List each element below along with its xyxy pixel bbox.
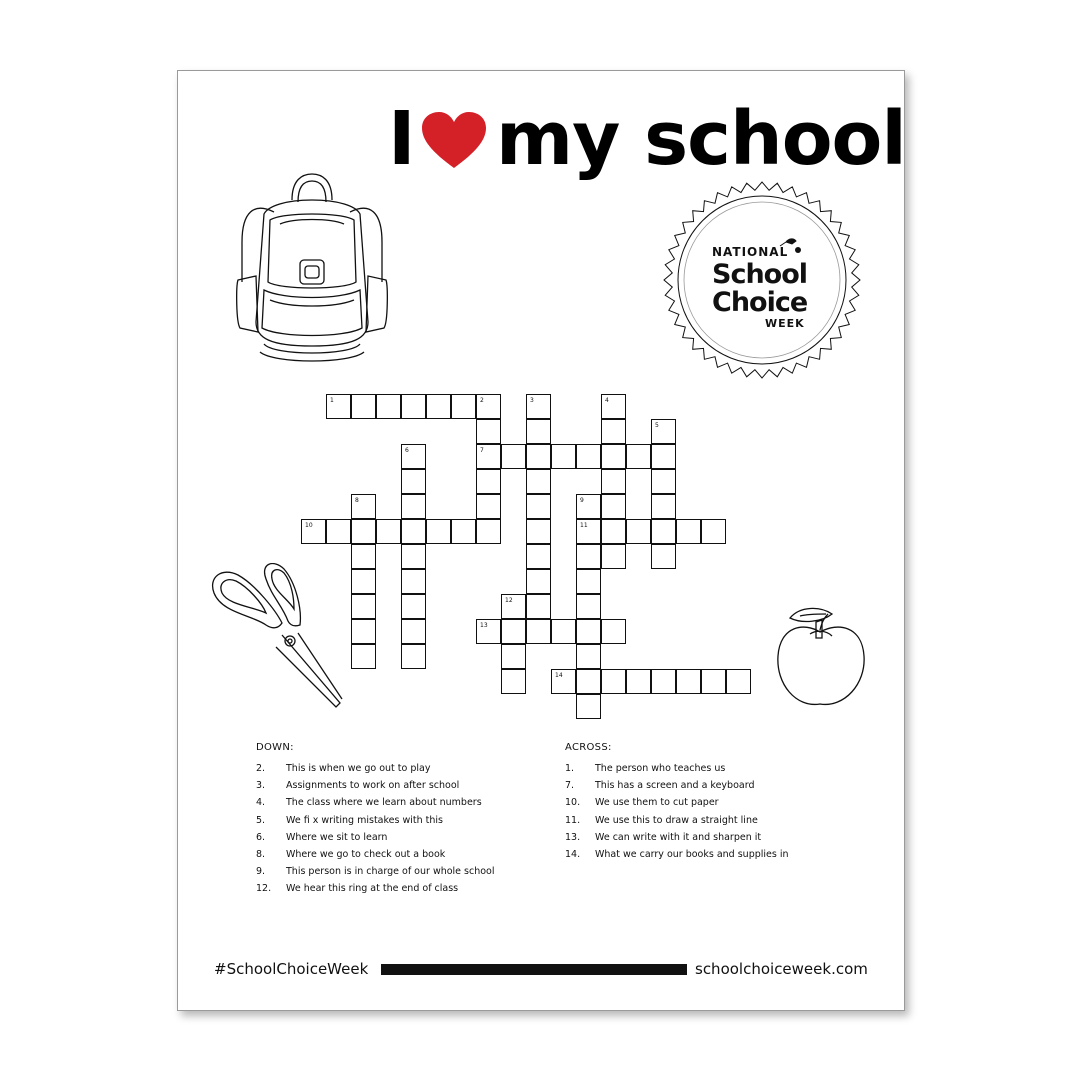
crossword-cell[interactable]	[351, 544, 376, 569]
crossword-cell[interactable]	[676, 519, 701, 544]
clue-number: 3	[530, 397, 534, 404]
clue-text: Where we go to check out a book	[286, 848, 446, 860]
clue-text: Assignments to work on after school	[286, 780, 460, 792]
crossword-cell[interactable]	[651, 669, 676, 694]
badge-line-1: NATIONAL	[712, 245, 789, 259]
down-clues	[256, 742, 556, 898]
crossword-cell[interactable]	[351, 394, 376, 419]
badge-line-2: School	[712, 259, 808, 290]
crossword-cell[interactable]	[601, 619, 626, 644]
crossword-cell[interactable]	[626, 444, 651, 469]
crossword-cell[interactable]	[576, 569, 601, 594]
footer-hashtag: #SchoolChoiceWeek	[214, 960, 369, 978]
clue-number-label: 12.	[256, 883, 272, 895]
crossword-cell[interactable]	[526, 569, 551, 594]
title-part-1: I	[388, 96, 415, 182]
across-clue	[565, 829, 865, 846]
crossword-cell[interactable]	[651, 494, 676, 519]
crossword-cell[interactable]	[501, 619, 526, 644]
crossword-cell[interactable]	[401, 569, 426, 594]
clue-text: We fi x writing mistakes with this	[286, 814, 443, 826]
clue-number-label: 7.	[565, 780, 575, 792]
clue-number: 6	[405, 447, 409, 454]
crossword-cell[interactable]	[601, 419, 626, 444]
crossword-cell[interactable]	[576, 494, 601, 519]
clue-text: We use them to cut paper	[595, 797, 719, 809]
crossword-cell[interactable]	[601, 469, 626, 494]
clue-number: 13	[480, 622, 488, 629]
clue-text: This has a screen and a keyboard	[595, 780, 755, 792]
crossword-cell[interactable]	[501, 444, 526, 469]
crossword-cell[interactable]	[576, 694, 601, 719]
crossword-cell[interactable]	[576, 669, 601, 694]
crossword-cell[interactable]	[601, 394, 626, 419]
crossword-cell[interactable]	[576, 619, 601, 644]
crossword-cell[interactable]	[526, 519, 551, 544]
crossword-cell[interactable]	[526, 619, 551, 644]
crossword-cell[interactable]	[326, 519, 351, 544]
crossword-cell[interactable]	[376, 394, 401, 419]
clue-number: 5	[655, 422, 659, 429]
clue-number: 10	[305, 522, 313, 529]
crossword-cell[interactable]	[601, 544, 626, 569]
crossword-cell[interactable]	[401, 469, 426, 494]
clue-number-label: 8.	[256, 848, 266, 860]
crossword-cell[interactable]	[601, 494, 626, 519]
footer-website[interactable]: schoolchoiceweek.com	[695, 960, 868, 978]
clue-number-label: 4.	[256, 797, 266, 809]
clue-text: This is when we go out to play	[286, 763, 431, 774]
crossword-cell[interactable]	[526, 394, 551, 419]
crossword-cell[interactable]	[501, 669, 526, 694]
clue-number: 1	[330, 397, 334, 404]
crossword-cell[interactable]	[401, 619, 426, 644]
apple-icon	[776, 604, 868, 710]
across-clue	[565, 760, 865, 777]
heart-icon	[422, 112, 486, 170]
backpack-icon	[234, 172, 390, 368]
clue-number: 12	[505, 597, 513, 604]
crossword-cell[interactable]	[601, 444, 626, 469]
crossword-cell[interactable]	[601, 519, 626, 544]
clue-number: 9	[580, 497, 584, 504]
crossword-cell[interactable]	[351, 644, 376, 669]
crossword-cell[interactable]	[526, 494, 551, 519]
crossword-cell[interactable]	[451, 394, 476, 419]
crossword-cell[interactable]	[326, 394, 351, 419]
crossword-cell[interactable]	[651, 444, 676, 469]
down-clue	[256, 829, 556, 846]
across-clues	[565, 742, 865, 863]
crossword-cell[interactable]	[651, 519, 676, 544]
clue-number-label: 6.	[256, 831, 266, 843]
down-clue	[256, 846, 556, 863]
clue-number-label: 9.	[256, 866, 266, 878]
crossword-cell[interactable]	[576, 519, 601, 544]
crossword-cell[interactable]	[501, 594, 526, 619]
crossword-cell[interactable]	[576, 544, 601, 569]
crossword-cell[interactable]	[626, 669, 651, 694]
crossword-cell[interactable]	[526, 469, 551, 494]
footer-divider	[381, 964, 687, 975]
clue-number-label: 3.	[256, 780, 266, 792]
clue-number-label: 1.	[565, 763, 575, 774]
badge-line-3: Choice	[712, 287, 808, 318]
clue-number-label: 13.	[565, 831, 581, 843]
clue-text: What we carry our books and supplies in	[595, 848, 789, 860]
crossword-cell[interactable]	[451, 519, 476, 544]
clue-number-label: 5.	[256, 814, 266, 826]
crossword-cell[interactable]	[476, 469, 501, 494]
down-clue	[256, 812, 556, 829]
crossword-cell[interactable]	[401, 544, 426, 569]
crossword-cell[interactable]	[651, 544, 676, 569]
crossword-cell[interactable]	[351, 494, 376, 519]
crossword-cell[interactable]	[351, 519, 376, 544]
page-title	[388, 94, 906, 184]
crossword-cell[interactable]	[401, 594, 426, 619]
clue-number-label: 14.	[565, 848, 581, 860]
crossword-cell[interactable]	[376, 519, 401, 544]
crossword-cell[interactable]	[651, 419, 676, 444]
crossword-cell[interactable]	[476, 519, 501, 544]
down-heading: DOWN:	[256, 742, 294, 753]
clue-number-label: 11.	[565, 814, 581, 826]
crossword-cell[interactable]	[351, 619, 376, 644]
crossword-cell[interactable]	[301, 519, 326, 544]
crossword-cell[interactable]	[601, 669, 626, 694]
crossword-cell[interactable]	[676, 669, 701, 694]
crossword-cell[interactable]	[576, 444, 601, 469]
scissors-icon	[208, 563, 348, 709]
clue-text: We use this to draw a straight line	[595, 814, 758, 826]
crossword-cell[interactable]	[526, 419, 551, 444]
down-clue	[256, 777, 556, 794]
crossword-cell[interactable]	[401, 644, 426, 669]
clue-text: The person who teaches us	[595, 763, 726, 774]
crossword-cell[interactable]	[626, 519, 651, 544]
down-clue	[256, 880, 556, 897]
down-clue	[256, 863, 556, 880]
crossword-cell[interactable]	[426, 519, 451, 544]
crossword-cell[interactable]	[401, 494, 426, 519]
across-clue	[565, 846, 865, 863]
across-heading: ACROSS:	[565, 742, 612, 753]
crossword-cell[interactable]	[701, 519, 726, 544]
down-clue	[256, 760, 556, 777]
crossword-cell[interactable]	[476, 444, 501, 469]
crossword-cell[interactable]	[401, 444, 426, 469]
crossword-cell[interactable]	[576, 644, 601, 669]
clue-text: Where we sit to learn	[286, 831, 388, 843]
badge-seal	[662, 180, 862, 380]
across-clue	[565, 794, 865, 811]
across-clue	[565, 777, 865, 794]
clue-text: We hear this ring at the end of class	[286, 883, 459, 895]
crossword-cell[interactable]	[501, 644, 526, 669]
crossword-cell[interactable]	[351, 569, 376, 594]
crossword-cell[interactable]	[476, 394, 501, 419]
clue-number: 4	[605, 397, 609, 404]
crossword-cell[interactable]	[551, 619, 576, 644]
clue-number: 7	[480, 447, 484, 454]
clue-number-label: 2.	[256, 763, 266, 774]
title-part-2: my school	[496, 96, 906, 182]
crossword-cell[interactable]	[476, 419, 501, 444]
across-clue	[565, 812, 865, 829]
crossword-cell[interactable]	[526, 594, 551, 619]
badge-line-4: WEEK	[765, 317, 805, 330]
down-clue	[256, 794, 556, 811]
crossword-cell[interactable]	[401, 394, 426, 419]
clue-text: We can write with it and sharpen it	[595, 831, 762, 843]
clue-number: 2	[480, 397, 484, 404]
crossword-cell[interactable]	[526, 444, 551, 469]
crossword-cell[interactable]	[526, 544, 551, 569]
crossword-cell[interactable]	[701, 669, 726, 694]
crossword-cell[interactable]	[401, 519, 426, 544]
crossword-cell[interactable]	[476, 494, 501, 519]
crossword-cell[interactable]	[726, 669, 751, 694]
crossword-cell[interactable]	[426, 394, 451, 419]
clue-number: 14	[555, 672, 563, 679]
crossword-cell[interactable]	[651, 469, 676, 494]
crossword-cell[interactable]	[351, 594, 376, 619]
crossword-cell[interactable]	[551, 669, 576, 694]
clue-number: 11	[580, 522, 588, 529]
clue-number-label: 10.	[565, 797, 581, 809]
clue-number: 8	[355, 497, 359, 504]
crossword-cell[interactable]	[476, 619, 501, 644]
crossword-cell[interactable]	[551, 444, 576, 469]
clue-text: This person is in charge of our whole school	[286, 866, 495, 878]
crossword-cell[interactable]	[576, 594, 601, 619]
clue-text: The class where we learn about numbers	[286, 797, 482, 809]
